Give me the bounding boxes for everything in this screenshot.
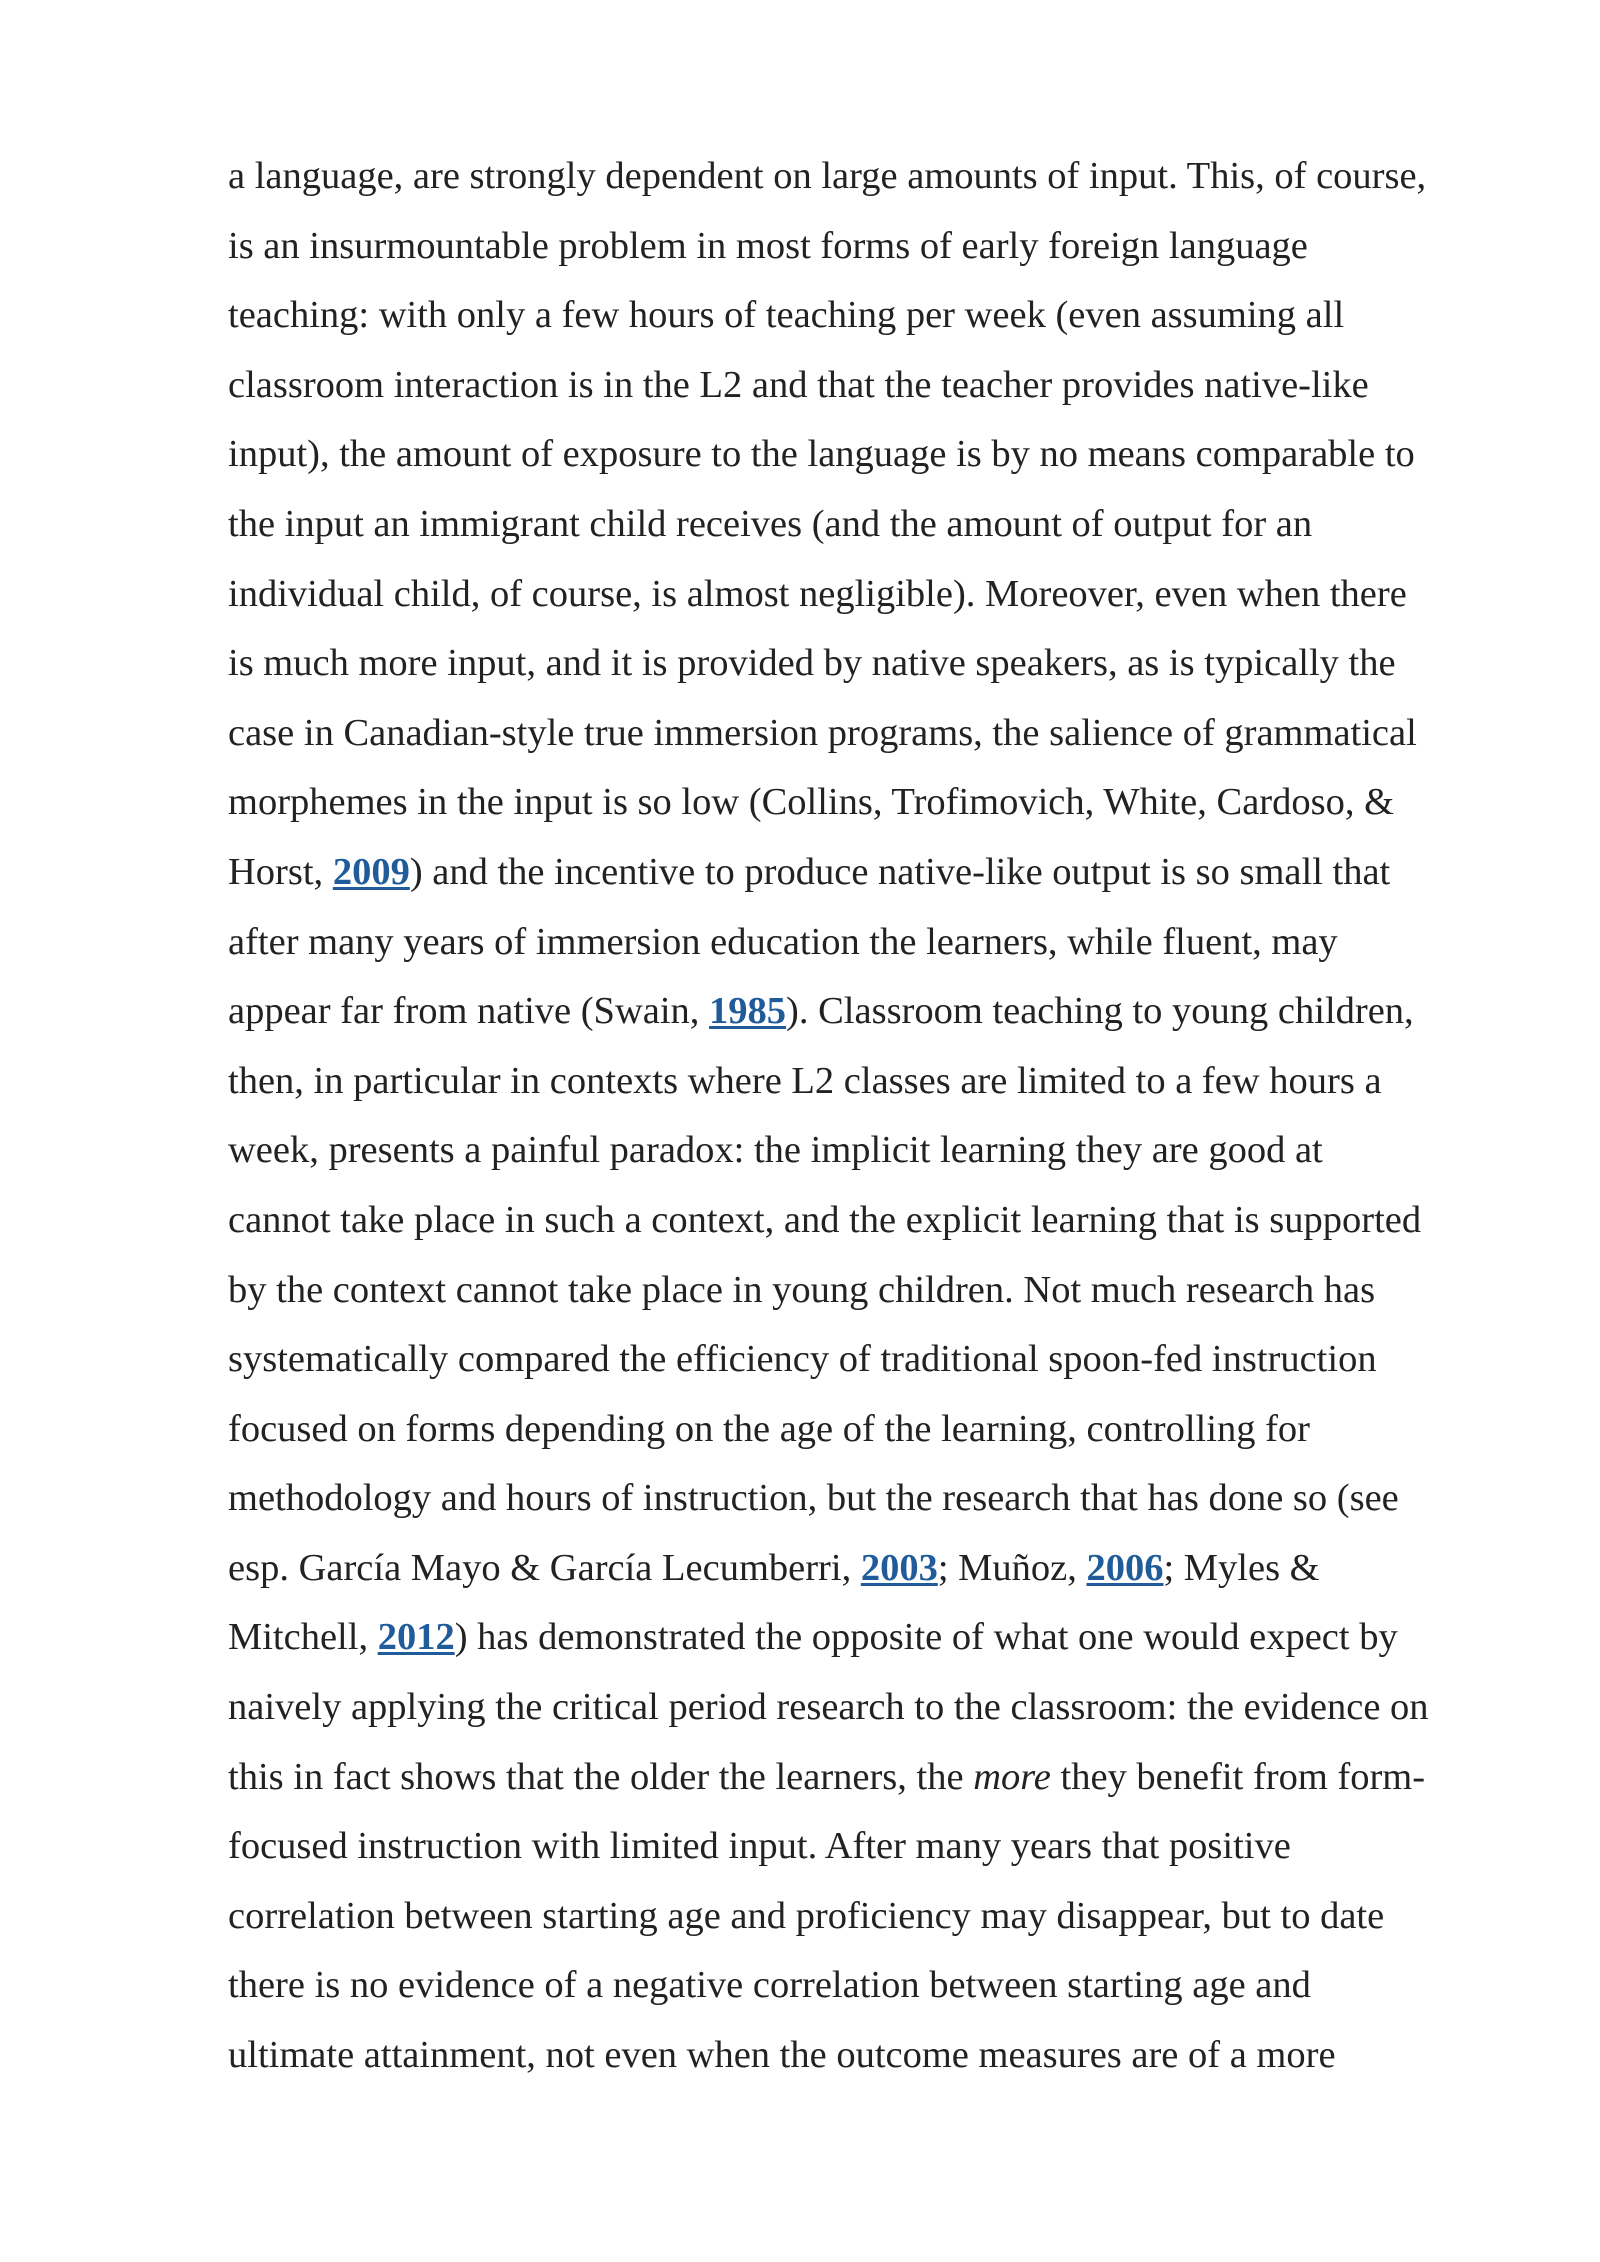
citation-link-2006[interactable]: 2006 (1086, 1546, 1164, 1589)
text-line: after many years of immersion education the learners, while fluent, may (228, 920, 1338, 963)
text-line (228, 1540, 1518, 1610)
text-line: the input an immigrant child receives (and the amount of output for an (228, 502, 1313, 545)
citation-link-2003[interactable]: 2003 (860, 1546, 938, 1589)
citation-link-2012[interactable]: 2012 (377, 1616, 455, 1659)
text-segment: ). Classroom teaching to young children, (786, 990, 1414, 1033)
text-segment: Mitchell, (228, 1616, 378, 1659)
text-segment: appear far from native (Swain, (228, 990, 710, 1033)
text-line: input), the amount of exposure to the language is by no means comparable to (228, 433, 1415, 476)
text-line: focused on forms depending on the age of the learning, controlling for (228, 1407, 1310, 1450)
text-line: focused instruction with limited input. After many years that positive (228, 1825, 1291, 1868)
text-line: case in Canadian-style true immersion programs, the salience of grammatical (228, 711, 1417, 754)
text-line: is an insurmountable problem in most forms of early foreign language (228, 224, 1308, 267)
text-segment: ; Muñoz, (937, 1546, 1087, 1589)
text-line: ultimate attainment, not even when the outcome measures are of a more (228, 2034, 1336, 2077)
body-paragraph (228, 148, 1518, 2097)
text-segment: this in fact shows that the older the learners, the (228, 1755, 974, 1798)
text-line: a language, are strongly dependent on large amounts of input. This, of course, (228, 155, 1427, 197)
text-line: naively applying the critical period research to the classroom: the evidence on (228, 1686, 1429, 1729)
text-line: individual child, of course, is almost negligible). Moreover, even when there (228, 572, 1407, 615)
text-line: there is no evidence of a negative correlation between starting age and (228, 1964, 1311, 2007)
text-line: classroom interaction is in the L2 and that the teacher provides native-like (228, 363, 1369, 406)
text-line: teaching: with only a few hours of teaching per week (even assuming all (228, 294, 1345, 337)
citation-link-1985[interactable]: 1985 (709, 990, 787, 1033)
text-line (228, 1749, 1518, 1819)
text-line: by the context cannot take place in young children. Not much research has (228, 1268, 1376, 1311)
text-line: then, in particular in contexts where L2 classes are limited to a few hours a (228, 1059, 1382, 1102)
text-line: morphemes in the input is so low (Collins, Trofimovich, White, Cardoso, & (228, 781, 1395, 824)
text-segment: Horst, (228, 850, 333, 893)
text-segment: ) has demonstrated the opposite of what one would expect by (454, 1616, 1398, 1659)
text-line: week, presents a painful paradox: the implicit learning they are good at (228, 1129, 1323, 1172)
text-segment: they benefit from form- (1050, 1755, 1426, 1798)
emphasized-word: more (973, 1755, 1051, 1798)
text-line (228, 983, 1518, 1053)
text-line: systematically compared the efficiency of traditional spoon-fed instruction (228, 1338, 1377, 1381)
text-segment: ; Myles & (1163, 1546, 1320, 1589)
text-line: is much more input, and it is provided by native speakers, as is typically the (228, 642, 1396, 685)
text-segment: esp. García Mayo & García Lecumberri, (228, 1546, 861, 1589)
text-line: methodology and hours of instruction, but the research that has done so (see (228, 1477, 1399, 1520)
citation-link-2009[interactable]: 2009 (332, 850, 410, 893)
text-line: correlation between starting age and proficiency may disappear, but to date (228, 1894, 1385, 1937)
text-segment: ) and the incentive to produce native-like output is so small that (409, 850, 1391, 893)
text-line: cannot take place in such a context, and the explicit learning that is supported (228, 1198, 1422, 1241)
text-line (228, 844, 1518, 914)
text-line (228, 1609, 1518, 1679)
